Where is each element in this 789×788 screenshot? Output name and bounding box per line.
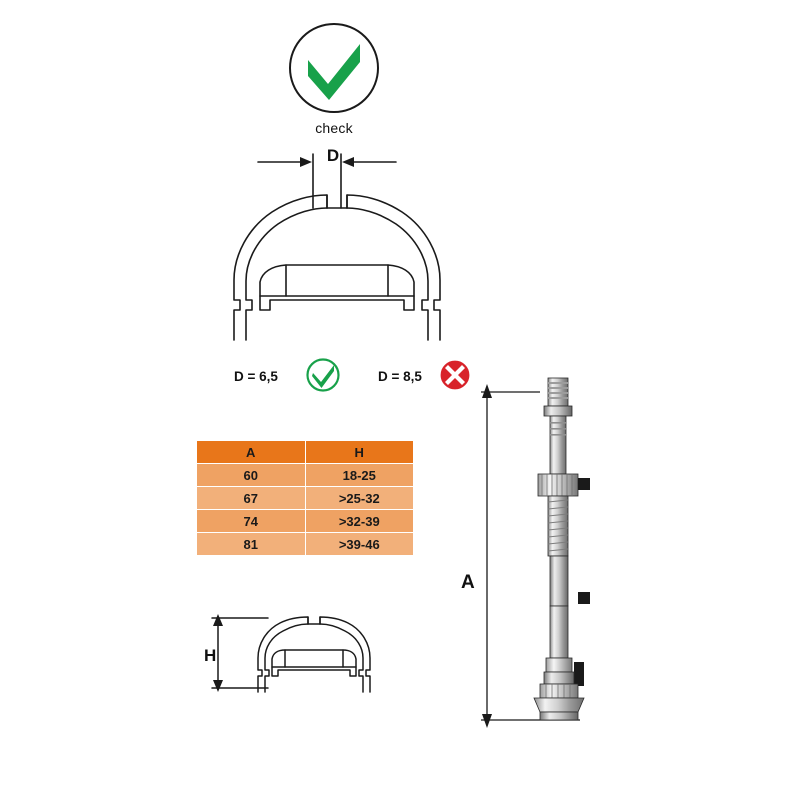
- green-check-icon: [306, 358, 340, 392]
- cell-a: 67: [197, 487, 306, 510]
- cell-a: 74: [197, 510, 306, 533]
- table-header-row: [197, 441, 414, 464]
- check-badge: [288, 22, 380, 114]
- cell-h: >32-39: [305, 510, 414, 533]
- cell-a: 81: [197, 533, 306, 556]
- rim-top-dimension-label: D: [326, 146, 340, 165]
- table-row: [197, 510, 414, 533]
- valve-illustration: [470, 370, 650, 750]
- rim-cross-section-top: [200, 150, 480, 350]
- d-value-ok-label: D = 6,5: [234, 369, 278, 384]
- rim-cross-section-bottom: [196, 600, 406, 710]
- spec-table: [196, 440, 414, 556]
- table-row: [197, 533, 414, 556]
- table-header-h: H: [305, 441, 414, 464]
- spec-table-wrapper: [196, 440, 414, 556]
- table-header-a: A: [197, 441, 306, 464]
- table-row: [197, 487, 414, 510]
- d-value-not-ok-label: D = 8,5: [378, 369, 422, 384]
- green-check-icon: [288, 22, 380, 114]
- rim-bottom-dimension-label: H: [204, 646, 217, 665]
- cell-h: 18-25: [305, 464, 414, 487]
- valve-dimension-label: A: [461, 572, 475, 593]
- red-cross-icon: [438, 358, 472, 392]
- table-row: [197, 464, 414, 487]
- check-caption: check: [315, 120, 353, 136]
- cell-h: >25-32: [305, 487, 414, 510]
- cell-a: 60: [197, 464, 306, 487]
- cell-h: >39-46: [305, 533, 414, 556]
